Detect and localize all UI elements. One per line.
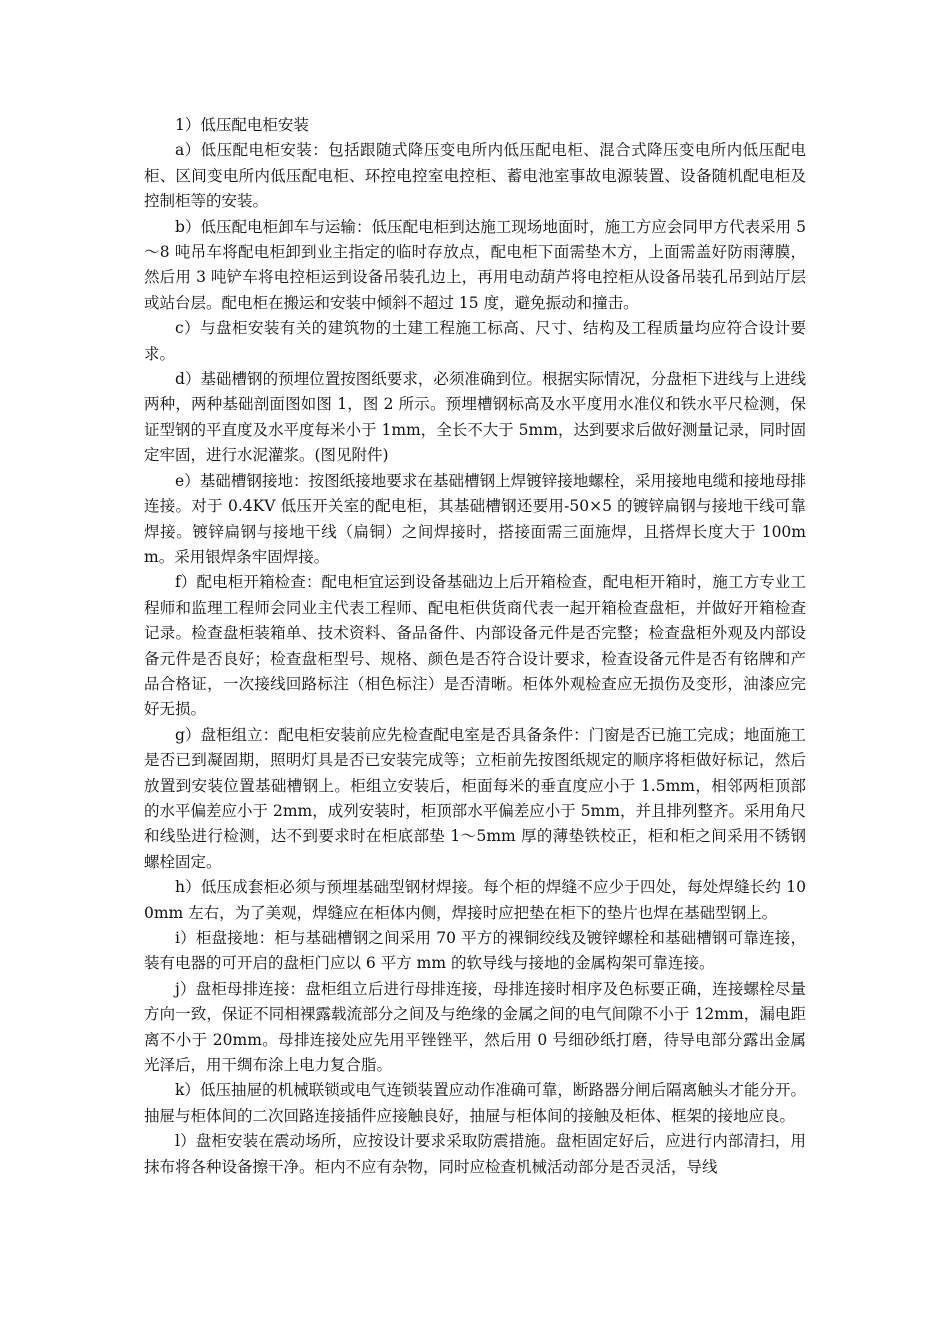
paragraph-g: g）盘柜组立：配电柜安装前应先检查配电室是否具备条件：门窗是否已施工完成；地面施工是否已到凝固期，照明灯具是否已安装完成等；立柜前先按图纸规定的顺序将柜做好标记，然后放置到安装位置基础槽钢上。柜组立安装后，柜面每米的垂直度应小于 1.5mm，相邻两柜顶部的水平偏差应小于 2mm，成列安装时，柜顶部水平偏差应小于 5mm，并且排列整齐。采用角尺和线坠进行检测，达不到要求时在柜底部垫 1～5mm 厚的薄垫铁校正，柜和柜之间采用不锈钢螺栓固定。 [144,725,806,871]
paragraph-h: h）低压成套柜必须与预埋基础型钢材焊接。每个柜的焊缝不应少于四处，每处焊缝长约 100mm 左右，为了美观，焊缝应在柜体内侧，焊接时应把垫在柜下的垫片也焊在基础型钢上。 [144,878,806,922]
paragraph-i: i）柜盘接地：柜与基础槽钢之间采用 70 平方的裸铜绞线及镀锌螺栓和基础槽钢可靠连接，装有电器的可开启的盘柜门应以 6 平方 mm 的软导线与接地的金属构架可靠连接。 [144,929,806,973]
paragraph-f: f）配电柜开箱检查：配电柜宜运到设备基础边上后开箱检查，配电柜开箱时，施工方专业工程师和监理工程师会同业主代表工程师、配电柜供货商代表一起开箱检查盘柜，并做好开箱检查记录。检查盘柜装箱单、技术资料、备品备件、内部设备元件是否完整；检查盘柜外观及内部设备元件是否良好；检查盘柜型号、规格、颜色是否符合设计要求，检查设备元件是否有铭牌和产品合格证，一次接线回路标注（相色标注）是否清晰。柜体外观检查应无损伤及变形，油漆应完好无损。 [144,573,806,719]
section-heading: 1）低压配电柜安装 [175,116,309,134]
paragraph-e: e）基础槽钢接地：按图纸接地要求在基础槽钢上焊镀锌接地螺栓，采用接地电缆和接地母排连接。对于 0.4KV 低压开关室的配电柜，其基础槽钢还要用-50×5 的镀锌扁钢与接地干线可靠焊接。镀锌扁钢与接地干线（扁铜）之间焊接时，搭接面需三面施焊，且搭焊长度大于 100mm。采用银焊条牢固焊接。 [144,471,806,566]
document-body [144,113,806,1180]
paragraph-b: b）低压配电柜卸车与运输：低压配电柜到达施工现场地面时，施工方应会同甲方代表采用 5～8 吨吊车将配电柜卸到业主指定的临时存放点，配电柜下面需垫木方，上面需盖好防雨薄膜，然后用 3 吨铲车将电控柜运到设备吊装孔边上，再用电动葫芦将电控柜从设备吊装孔吊到站厅层或站台层。配电柜在搬运和安装中倾斜不超过 15 度，避免振动和撞击。 [144,217,806,312]
paragraph-k: k）低压抽屉的机械联锁或电气连锁装置应动作准确可靠，断路器分闸后隔离触头才能分开。抽屉与柜体间的二次回路连接插件应接触良好，抽屉与柜体间的接触及柜体、框架的接地应良。 [144,1081,806,1125]
paragraph-l: l）盘柜安装在震动场所，应按设计要求采取防震措施。盘柜固定好后，应进行内部清扫，用抹布将各种设备擦干净。柜内不应有杂物，同时应检查机械活动部分是否灵活，导线 [144,1132,806,1176]
paragraph-d: d）基础槽钢的预埋位置按图纸要求，必须准确到位。根据实际情况，分盘柜下进线与上进线两种，两种基础剖面图如图 1，图 2 所示。预埋槽钢标高及水平度用水准仪和铁水平尺检测，保证型钢的平直度及水平度每米小于 1mm，全长不大于 5mm，达到要求后做好测量记录，同时固定牢固，进行水泥灌浆。(图见附件) [144,370,806,465]
paragraph-j: j）盘柜母排连接：盘柜组立后进行母排连接，母排连接时相序及色标要正确，连接螺栓尽量方向一致，保证不同相裸露载流部分之间及与绝缘的金属之间的电气间隙不小于 12mm，漏电距离不小于 20mm。母排连接处应先用平锉锉平，然后用 0 号细砂纸打磨，待导电部分露出金属光泽后，用干绸布涂上电力复合脂。 [144,979,806,1075]
paragraph-c: c）与盘柜安装有关的建筑物的土建工程施工标高、尺寸、结构及工程质量均应符合设计要求。 [144,319,806,363]
paragraph-a: a）低压配电柜安装：包括跟随式降压变电所内低压配电柜、混合式降压变电所内低压配电柜、区间变电所内低压配电柜、环控电控室电控柜、蓄电池室事故电源装置、设备随机配电柜及控制柜等的安装。 [144,141,806,211]
